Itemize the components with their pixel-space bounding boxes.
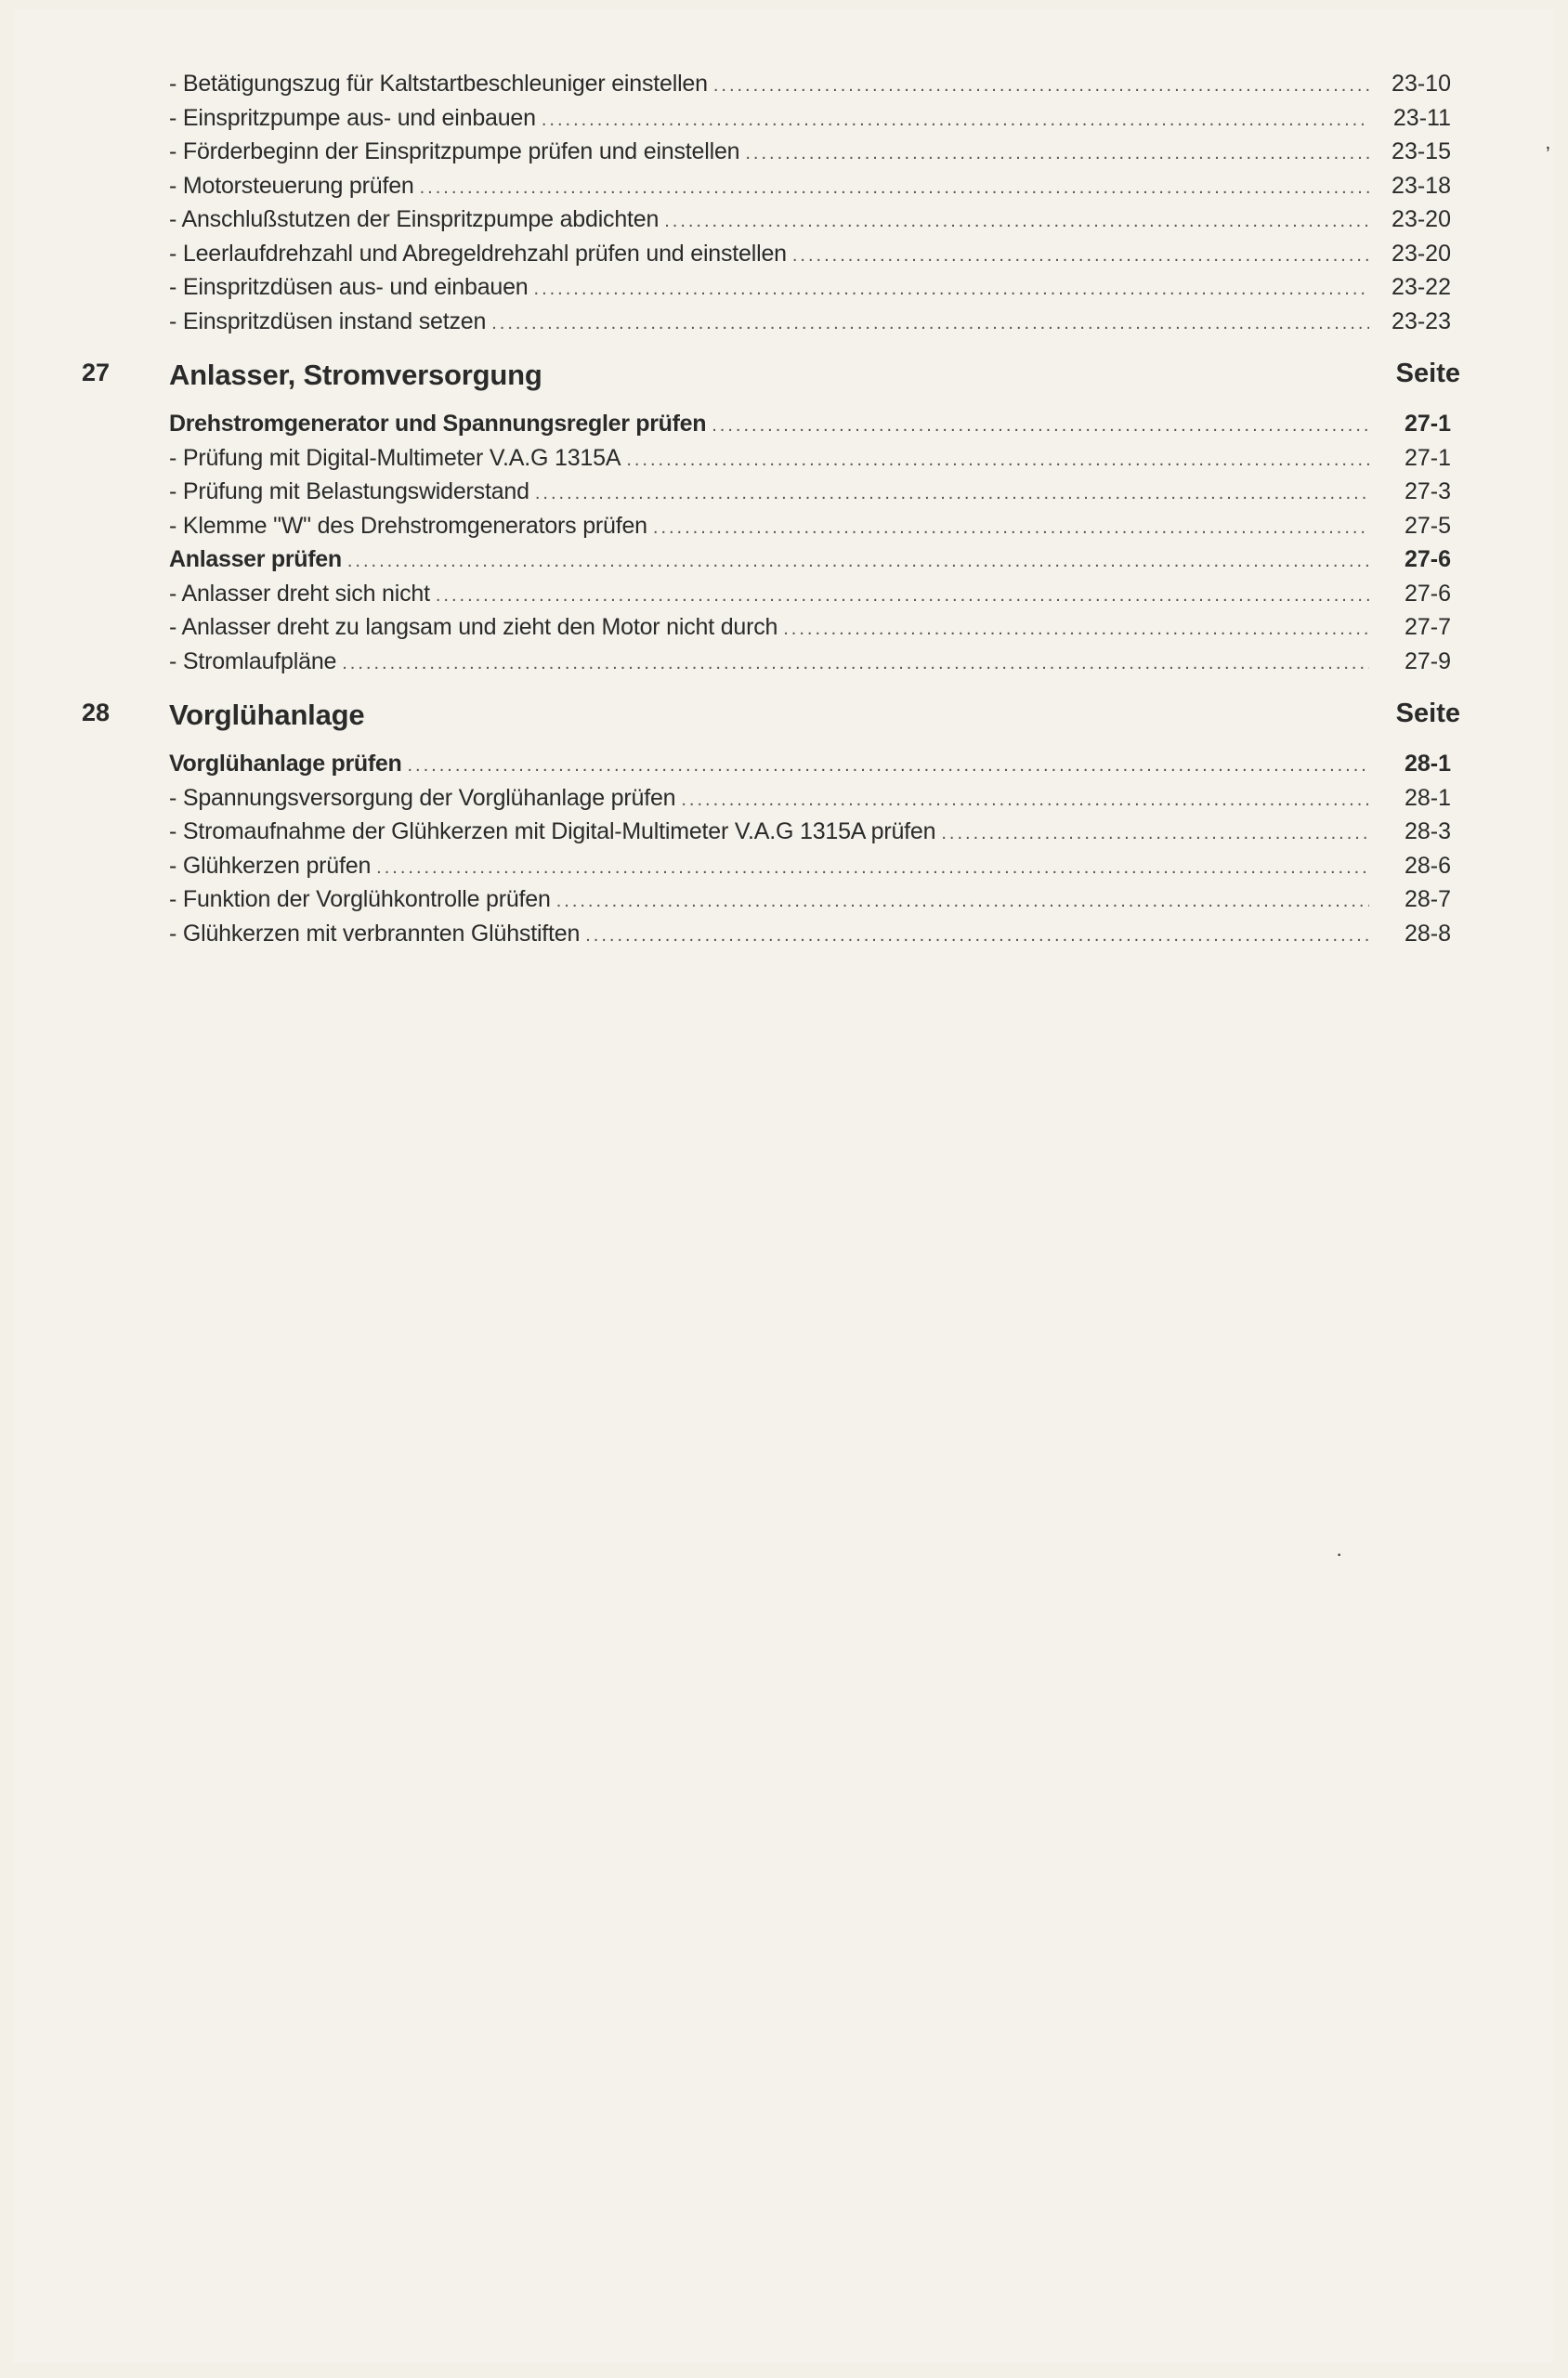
toc-entry-page: 23-20 [1392,206,1451,232]
toc-entry-page: 27-3 [1404,478,1451,504]
leader-dots [420,171,1369,205]
toc-entry-title: - Stromaufnahme der Glühkerzen mit Digital-Multimeter V.A.G 1315A prüfen [169,818,936,844]
toc-entry-title: - Spannungsversorgung der Vorglühanlage prüfen [169,784,676,811]
toc-entry-title: - Förderbeginn der Einspritzpumpe prüfen und einstellen [169,138,740,164]
stray-dot: · [1336,1542,1343,1565]
toc-entry [169,747,1451,781]
seite-label: Seite [1395,699,1460,728]
toc-entry [169,542,1451,577]
leader-dots [376,851,1369,885]
toc-entry [169,203,1451,237]
toc-entry-title: Vorglühanlage prüfen [169,751,402,777]
toc-entry-page: 28-7 [1404,886,1451,912]
seite-label: Seite [1395,359,1460,388]
toc-entry [169,815,1451,849]
toc-entry-page: 27-9 [1404,647,1451,674]
leader-dots [436,579,1369,613]
toc-entry [169,135,1451,169]
toc-entry-page: 28-1 [1404,784,1451,811]
toc-entry [169,305,1451,339]
toc-entry-title: - Glühkerzen mit verbrannten Glühstiften [169,920,581,947]
toc-entry [169,101,1451,136]
section-28 [0,699,1568,950]
stray-mark: ʼ [1546,143,1550,166]
leader-dots [542,103,1369,137]
toc-entry-page: 28-3 [1404,818,1451,844]
toc-entry [169,781,1451,816]
leader-dots [535,477,1369,511]
toc-entry-page: 27-6 [1404,580,1451,607]
leader-dots [491,307,1369,341]
toc-entry [169,849,1451,883]
toc-entry-page: 23-22 [1392,274,1451,300]
leader-dots [745,137,1369,171]
toc-entry-title: - Leerlaufdrehzahl und Abregeldrehzahl prüfen und einstellen [169,240,787,267]
toc-entry-title: Drehstromgenerator und Spannungsregler prüfen [169,411,707,437]
leader-dots [585,919,1369,953]
leader-dots [534,272,1369,307]
leader-dots [664,204,1369,239]
toc-entry [169,67,1451,101]
toc-entry-page: 28-8 [1404,920,1451,947]
toc-entry-title: - Funktion der Vorglühkontrolle prüfen [169,886,551,912]
toc-entry-title: - Einspritzdüsen instand setzen [169,307,487,334]
toc-entry-title: - Anschlußstutzen der Einspritzpumpe abdichten [169,206,660,232]
toc-entry [169,610,1451,645]
toc-entry-title: - Glühkerzen prüfen [169,852,372,879]
toc-entry-page: 23-20 [1392,240,1451,267]
toc-entry-title: - Anlasser dreht sich nicht [169,580,430,607]
toc-entry-title: - Prüfung mit Digital-Multimeter V.A.G 1315A [169,444,621,471]
toc-entry-title: - Anlasser dreht zu langsam und zieht den Motor nicht durch [169,614,778,640]
toc-entry [169,475,1451,509]
leader-dots [342,647,1369,681]
toc-entry-title: Anlasser prüfen [169,546,342,572]
section-number: 28 [82,699,111,726]
section-title: Anlasser, Stromversorgung [169,359,542,391]
continuation-list [0,67,1568,338]
leader-dots [653,511,1369,545]
toc-entry-title: - Prüfung mit Belastungswiderstand [169,478,529,504]
toc-entry-title: - Motorsteuerung prüfen [169,172,414,199]
leader-dots [681,783,1369,817]
toc-entry-page: 23-23 [1392,307,1451,334]
leader-dots [783,612,1369,647]
toc-entry-title: - Klemme "W" des Drehstromgenerators prüfen [169,512,647,539]
toc-entry [169,917,1451,951]
toc-entry-page: 27-1 [1404,444,1451,471]
toc-entry-page: 28-1 [1404,751,1451,777]
toc-entry-title: - Betätigungszug für Kaltstartbeschleuniger einstellen [169,71,708,97]
section-title: Vorglühanlage [169,699,365,731]
section-27 [0,359,1568,678]
toc-entry-page: 23-15 [1392,138,1451,164]
toc-entry-page: 23-10 [1392,71,1451,97]
toc-entry-title: - Einspritzpumpe aus- und einbauen [169,104,536,131]
toc-entry [169,169,1451,203]
leader-dots [347,544,1369,579]
toc-entry [169,509,1451,543]
section-heading [0,699,1568,743]
table-of-contents [0,67,1568,950]
leader-dots [626,443,1369,477]
leader-dots [712,409,1369,443]
toc-entry-page: 27-6 [1404,546,1451,572]
section-number: 27 [82,359,111,386]
toc-entry-title: - Stromlaufpläne [169,647,337,674]
toc-entry-page: 27-5 [1404,512,1451,539]
leader-dots [408,749,1370,783]
leader-dots [713,69,1369,103]
toc-entry [169,407,1451,441]
toc-entry-page: 23-11 [1392,104,1451,131]
leader-dots [792,239,1369,273]
leader-dots [556,884,1369,919]
toc-entry-page: 27-7 [1404,614,1451,640]
toc-entry [169,441,1451,476]
toc-entry-page: 27-1 [1404,411,1451,437]
toc-entry-page: 23-18 [1392,172,1451,199]
toc-entry [169,882,1451,917]
toc-entry [169,577,1451,611]
toc-entry-title: - Einspritzdüsen aus- und einbauen [169,274,529,300]
section-heading [0,359,1568,403]
toc-entry [169,645,1451,679]
toc-entry [169,237,1451,271]
toc-entry-page: 28-6 [1404,852,1451,879]
toc-entry [169,270,1451,305]
leader-dots [941,817,1369,851]
